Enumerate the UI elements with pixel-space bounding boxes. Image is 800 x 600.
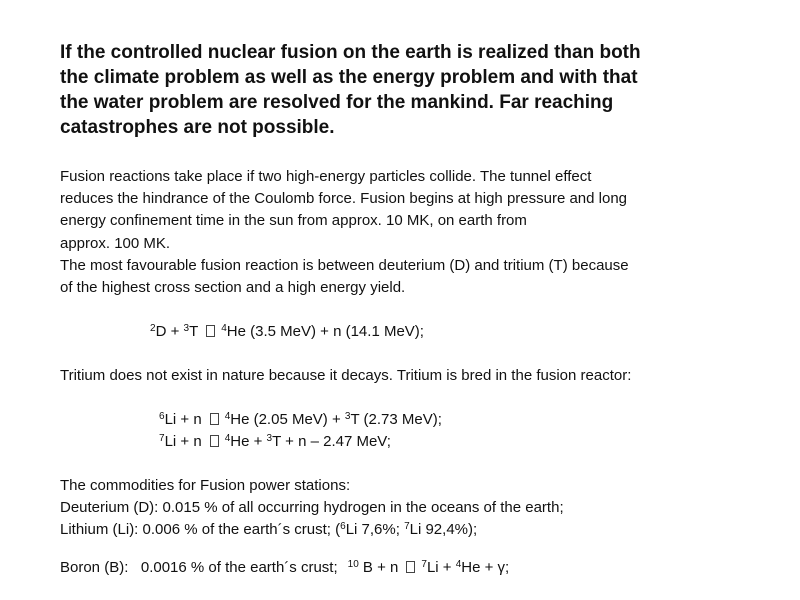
heading-line: catastrophes are not possible.	[60, 117, 335, 138]
slide-heading	[60, 40, 760, 140]
lithium-line	[60, 520, 477, 539]
product-text: T + n – 2.47 MeV;	[272, 433, 391, 450]
mass-number: 4	[221, 323, 227, 334]
tritium-note: Tritium does not exist in nature because it decays. Tritium is bred in the fusion reactor:	[60, 367, 632, 384]
lithium-text: Lithium (Li): 0.006 % of the earth´s crust; (	[60, 521, 341, 538]
heading-line: the water problem are resolved for the mankind. Far reaching	[60, 92, 614, 113]
product-text: He (2.05 MeV) +	[230, 411, 345, 428]
isotope-share: Li 92,4%);	[409, 521, 478, 538]
mass-number: 6	[159, 411, 165, 422]
reactant-text: Li + n	[164, 411, 202, 428]
intro-line: of the highest cross section and a high energy yield.	[60, 279, 406, 296]
mass-number: 10	[347, 559, 359, 570]
boron-line	[60, 558, 509, 577]
arrow-glyph-icon	[406, 561, 415, 573]
mass-number: 2	[150, 323, 156, 334]
intro-line: energy confinement time in the sun from approx. 10 MK, on earth from	[60, 212, 527, 229]
product-text: He +	[230, 433, 267, 450]
product-text: Li +	[426, 559, 456, 576]
deuterium-line: Deuterium (D): 0.015 % of all occurring hydrogen in the oceans of the earth;	[60, 499, 564, 516]
reactant-text: B + n	[358, 559, 399, 576]
product-text: He (3.5 MeV) + n (14.1 MeV);	[226, 323, 424, 340]
mass-number: 7	[421, 559, 427, 570]
mass-number: 7	[159, 433, 165, 444]
dt-fusion-equation	[150, 322, 424, 341]
mass-number: 3	[344, 411, 351, 422]
commodities-title: The commodities for Fusion power stations:	[60, 477, 351, 494]
mass-number: 4	[224, 411, 231, 422]
product-text: T (2.73 MeV);	[350, 411, 442, 428]
mass-number: 7	[404, 521, 410, 532]
mass-number: 3	[183, 323, 190, 334]
isotope-share: Li 7,6%;	[345, 521, 405, 538]
mass-number: 6	[340, 521, 346, 532]
reactant-text: T	[189, 323, 199, 340]
intro-line: reduces the hindrance of the Coulomb force. Fusion begins at high pressure and long	[60, 190, 628, 207]
intro-line: The most favourable fusion reaction is between deuterium (D) and tritium (T) because	[60, 257, 629, 274]
intro-line: Fusion reactions take place if two high-energy particles collide. The tunnel effect	[60, 168, 592, 185]
arrow-glyph-icon	[210, 435, 219, 447]
heading-line: the climate problem as well as the energy problem and with that	[60, 67, 638, 88]
product-text: He + γ;	[461, 559, 510, 576]
intro-line: approx. 100 MK.	[60, 235, 171, 252]
reactant-text: D +	[155, 323, 184, 340]
mass-number: 3	[266, 433, 273, 444]
reactant-text: Li + n	[164, 433, 202, 450]
li7-breeding-equation	[159, 432, 391, 451]
li6-breeding-equation	[159, 410, 442, 429]
arrow-glyph-icon	[210, 413, 219, 425]
heading-line: If the controlled nuclear fusion on the earth is realized than both	[60, 42, 641, 63]
mass-number: 4	[455, 559, 462, 570]
boron-text: Boron (B): 0.0016 % of the earth´s crust;	[60, 559, 338, 576]
mass-number: 4	[224, 433, 231, 444]
arrow-glyph-icon	[206, 325, 215, 337]
